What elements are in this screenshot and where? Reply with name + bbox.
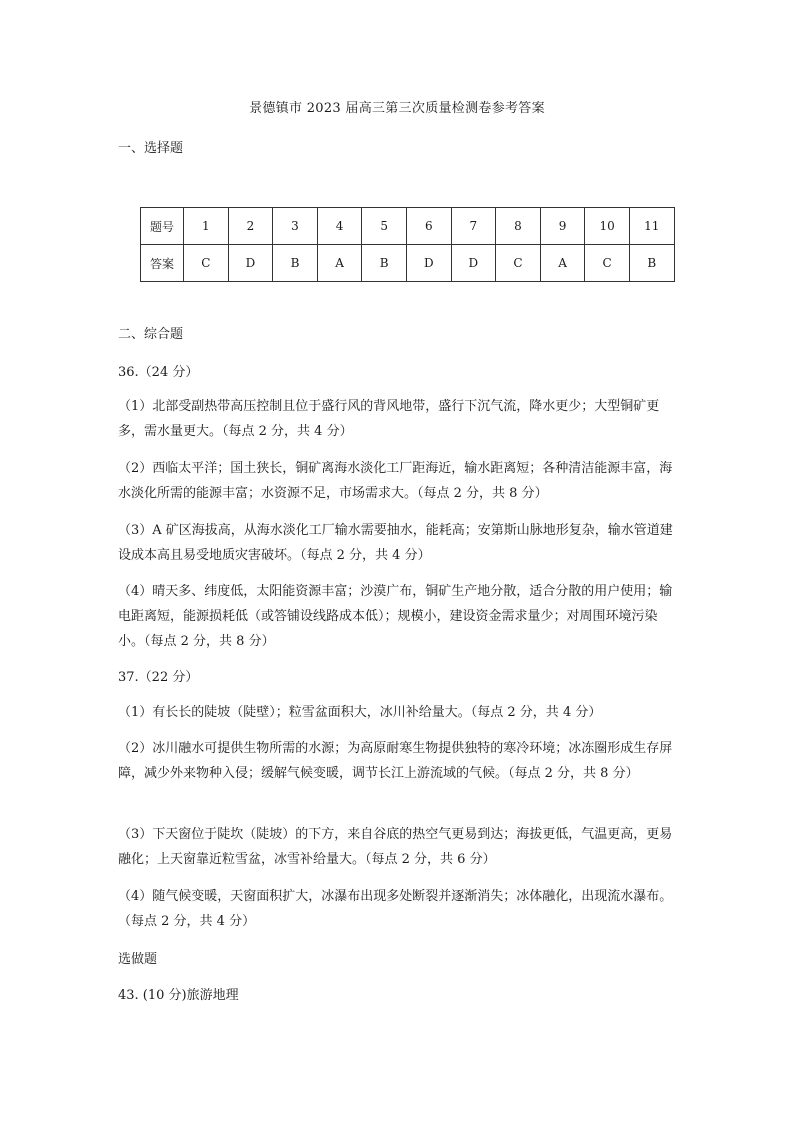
table-cell: D (228, 245, 273, 282)
table-cell: B (273, 245, 318, 282)
section-heading-choice: 一、选择题 (118, 141, 184, 156)
table-cell: 10 (585, 208, 630, 245)
section-heading-optional: 选做题 (118, 952, 158, 967)
table-cell: 4 (317, 208, 362, 245)
question-36-part-3: （3）A 矿区海拔高，从海水淡化工厂输水需要抽水，能耗高；安第斯山脉地形复杂，输水管道建设成本高且易受地质灾害破坏。（每点 2 分，共 4 分） (118, 523, 673, 563)
table-header-cell: 题号 (141, 208, 184, 245)
table-cell: 8 (496, 208, 541, 245)
table-cell: B (629, 245, 674, 282)
question-37-part-1: （1）有长长的陡坡（陡壁）；粒雪盆面积大，冰川补给量大。（每点 2 分，共 4 分） (118, 705, 602, 720)
table-cell: B (362, 245, 407, 282)
table-cell: C (184, 245, 229, 282)
table-cell: C (585, 245, 630, 282)
question-37-part-2: （2）冰川融水可提供生物所需的水源；为高原耐寒生物提供独特的寒冷环境；冰冻圈形成生存屏障，减少外来物种入侵；缓解气候变暖，调节长江上游流域的气候。（每点 2 分，共 8 分） (118, 741, 673, 781)
table-cell: 5 (362, 208, 407, 245)
table-cell: D (406, 245, 451, 282)
table-cell: 9 (540, 208, 585, 245)
section-heading-comprehensive: 二、综合题 (118, 327, 184, 342)
question-36-heading: 36.（24 分） (118, 365, 199, 380)
table-row-numbers (141, 208, 675, 245)
question-37-part-4: （4）随气候变暖，天窗面积扩大，冰瀑布出现多处断裂并逐渐消失；冰体融化，出现流水瀑布。（每点 2 分，共 4 分） (118, 889, 673, 929)
table-cell: 11 (629, 208, 674, 245)
table-cell: 7 (451, 208, 496, 245)
table-cell: A (317, 245, 362, 282)
question-36-part-4: （4）晴天多、纬度低，太阳能资源丰富；沙漠广布，铜矿生产地分散，适合分散的用户使用；输电距离短，能源损耗低（或答铺设线路成本低）；规模小，建设资金需求量少；对周围环境污染小。（每点 2 分，共 8 分） (118, 584, 673, 649)
table-row-answers (141, 245, 675, 282)
table-cell: C (496, 245, 541, 282)
question-36-part-2: （2）西临太平洋；国土狭长，铜矿离海水淡化工厂距海近，输水距离短；各种清洁能源丰富，海水淡化所需的能源丰富；水资源不足，市场需求大。（每点 2 分，共 8 分） (118, 461, 673, 501)
table-cell: A (540, 245, 585, 282)
question-43-heading: 43. (10 分)旅游地理 (118, 988, 239, 1003)
answer-table (140, 207, 675, 282)
table-cell: 1 (184, 208, 229, 245)
table-header-cell: 答案 (141, 245, 184, 282)
table-cell: D (451, 245, 496, 282)
page-title: 景德镇市 2023 届高三第三次质量检测卷参考答案 (249, 101, 545, 116)
table-cell: 3 (273, 208, 318, 245)
question-37-part-3: （3）下天窗位于陡坎（陡坡）的下方，来自谷底的热空气更易到达；海拔更低，气温更高，更易融化；上天窗靠近粒雪盆，冰雪补给量大。（每点 2 分，共 6 分） (118, 827, 673, 867)
table-cell: 6 (406, 208, 451, 245)
question-36-part-1: （1）北部受副热带高压控制且位于盛行风的背风地带，盛行下沉气流，降水更少；大型铜矿更多，需水量更大。（每点 2 分，共 4 分） (118, 399, 660, 439)
table-cell: 2 (228, 208, 273, 245)
question-37-heading: 37.（22 分） (118, 670, 199, 685)
